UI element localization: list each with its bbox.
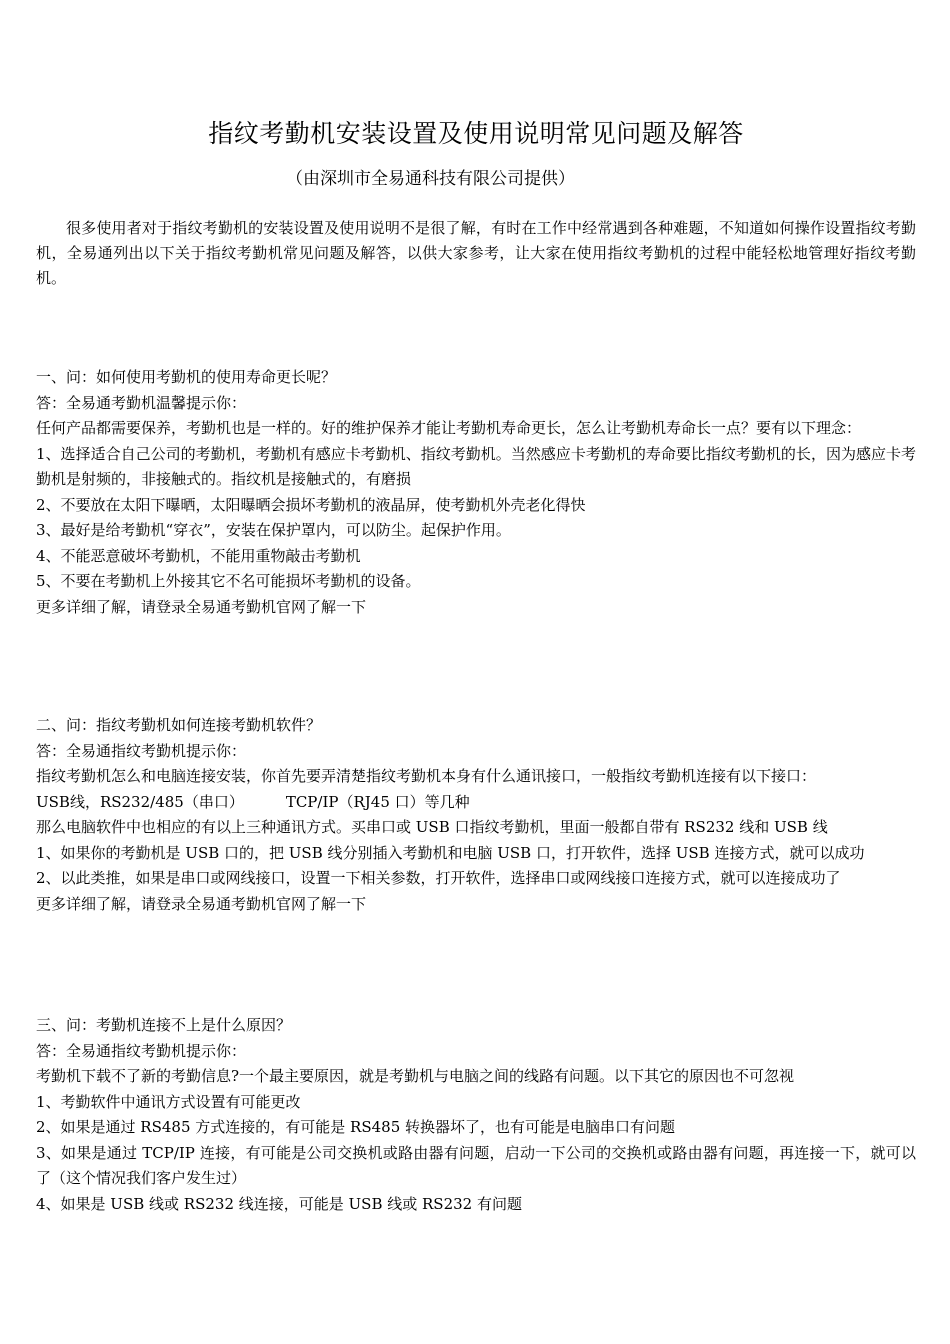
answer-line: 4、不能恶意破坏考勤机，不能用重物敲击考勤机 [36,546,361,565]
interface-line [36,790,916,816]
answer-line: 1、考勤软件中通讯方式设置有可能更改 [36,1092,301,1111]
answer-intro: 答：全易通考勤机温馨提示你： [36,393,247,412]
answer-line: 1、选择适合自己公司的考勤机，考勤机有感应卡考勤机、指纹考勤机。当然感应卡考勤机的寿命要比指纹考勤机的长，因为感应卡考勤机是射频的，非接触式的。指纹机是接触式的，有磨损 [36,444,916,488]
question: 三、问：考勤机连接不上是什么原因？ [36,1016,292,1034]
faq-section-1 [36,365,916,620]
intro-paragraph: 很多使用者对于指纹考勤机的安装设置及使用说明不是很了解，有时在工作中经常遇到各种难题，不知道如何操作设置指纹考勤机，全易通列出以下关于指纹考勤机常见问题及解答，以供大家参考，让大家在使用指纹考勤机的过程中能轻松地管理好指纹考勤机。 [36,219,916,287]
answer-line: 2、不要放在太阳下曝晒，太阳曝晒会损坏考勤机的液晶屏，使考勤机外壳老化得快 [36,495,586,514]
answer-line: 5、不要在考勤机上外接其它不名可能损坏考勤机的设备。 [36,572,421,590]
answer-line: 3、最好是给考勤机“穿衣”，安装在保护罩内，可以防尘。起保护作用。 [36,521,511,539]
answer-line: 1、如果你的考勤机是 USB 口的，把 USB 线分别插入考勤机和电脑 USB 口，打开软件，选择 USB 连接方式，就可以成功 [36,843,865,862]
answer-line: 3、如果是通过 TCP/IP 连接，有可能是公司交换机或路由器有问题，启动一下公司的交换机或路由器有问题，再连接一下，就可以了（这个情况我们客户发生过） [36,1143,916,1187]
answer-line: 2、如果是通过 RS485 方式连接的，有可能是 RS485 转换器坏了，也有可能是电脑串口有问题 [36,1118,676,1136]
answer-intro: 答：全易通指纹考勤机提示你： [36,1041,247,1060]
answer-line: 更多详细了解，请登录全易通考勤机官网了解一下 [36,597,367,616]
question: 二、问：指纹考勤机如何连接考勤机软件？ [36,716,322,734]
answer-line: 2、以此类推，如果是串口或网线接口，设置一下相关参数，打开软件，选择串口或网线接口连接方式，就可以连接成功了 [36,869,841,887]
answer-line: 考勤机下载不了新的考勤信息?一个最主要原因，就是考勤机与电脑之间的线路有问题。以下其它的原因也不可忽视 [36,1067,795,1085]
question: 一、问：如何使用考勤机的使用寿命更长呢？ [36,368,337,386]
answer-line: 指纹考勤机怎么和电脑连接安装，你首先要弄清楚指纹考勤机本身有什么通讯接口，一般指纹考勤机连接有以下接口： [36,767,817,785]
faq-section-3 [36,1013,916,1217]
document-subtitle: （由深圳市全易通科技有限公司提供） [286,169,575,189]
interface-tcpip: TCP/IP（RJ45 口）等几种 [285,792,470,811]
answer-line: 更多详细了解，请登录全易通考勤机官网了解一下 [36,894,367,913]
answer-line: 任何产品都需要保养，考勤机也是一样的。好的维护保养才能让考勤机寿命更长，怎么让考勤机寿命长一点？要有以下理念： [36,419,862,437]
document-title: 指纹考勤机安装设置及使用说明常见问题及解答 [208,119,744,148]
faq-section-2 [36,713,916,917]
answer-intro: 答：全易通指纹考勤机提示你： [36,741,247,760]
interface-usb-rs232: USB线，RS232/485（串口） [36,792,244,811]
answer-line: 4、如果是 USB 线或 RS232 线连接，可能是 USB 线或 RS232 有问题 [36,1194,522,1213]
answer-line: 那么电脑软件中也相应的有以上三种通讯方式。买串口或 USB 口指纹考勤机，里面一般都自带有 RS232 线和 USB 线 [36,818,828,836]
